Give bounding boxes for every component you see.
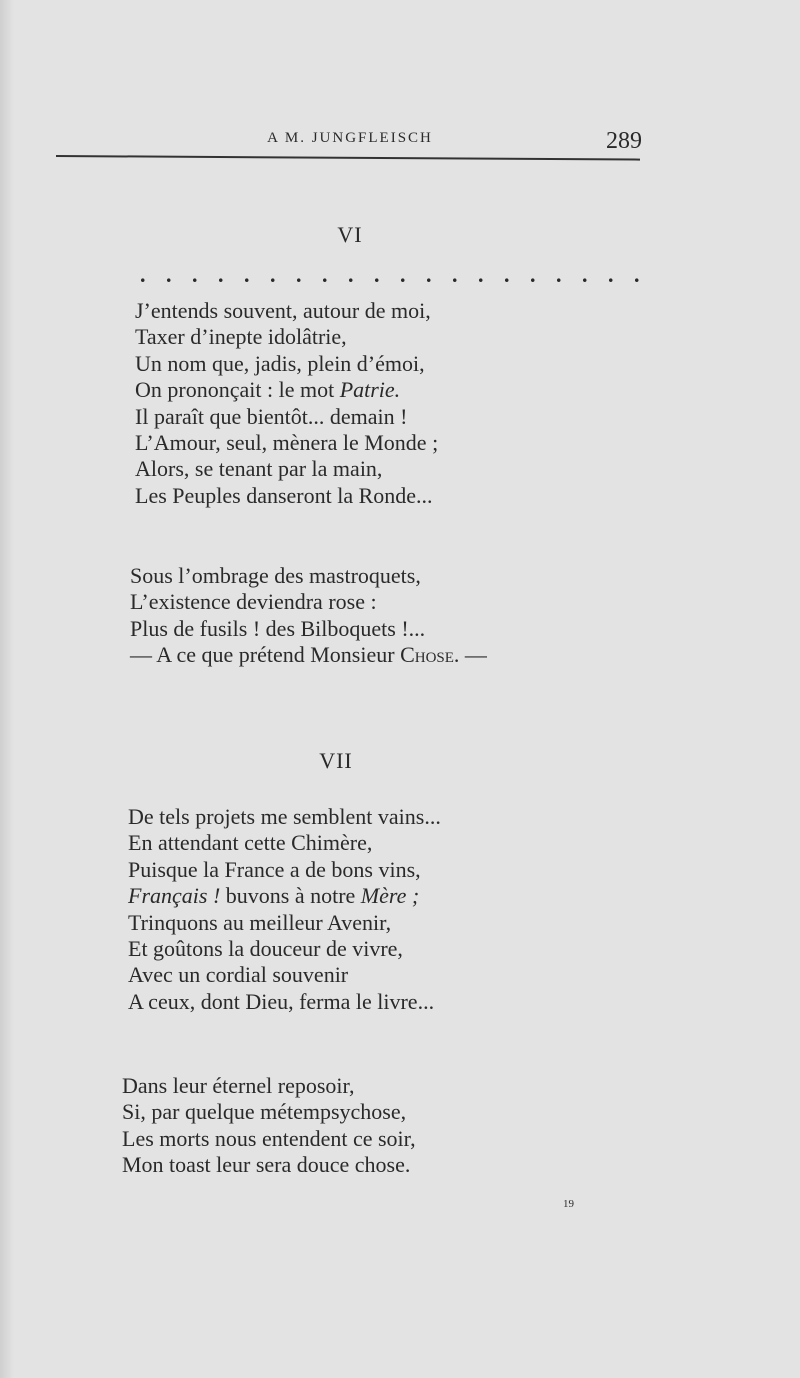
verse-line: Trinquons au meilleur Avenir, bbox=[128, 909, 392, 935]
verse-line: Sous l’ombrage des mastroquets, bbox=[130, 563, 421, 588]
verse-line: Il paraît que bientôt... demain ! bbox=[135, 403, 408, 429]
italic-word: Mère ; bbox=[360, 883, 420, 909]
verse-text: buvons à notre bbox=[220, 883, 361, 909]
verse-line: Les morts nous entendent ce soir, bbox=[122, 1125, 416, 1151]
verse-line: Dans leur éternel reposoir, bbox=[122, 1073, 355, 1098]
stanza-vi-2 bbox=[130, 563, 487, 669]
stanza-vii-2 bbox=[122, 1073, 416, 1179]
verse-text: — bbox=[459, 642, 487, 668]
stanza-vii-1 bbox=[128, 804, 441, 1015]
verse-line bbox=[130, 642, 487, 668]
verse-line: Et goûtons la douceur de vivre, bbox=[128, 936, 403, 962]
running-head: A M. JUNGFLEISCH bbox=[267, 130, 433, 146]
verse-line: Un nom que, jadis, plein d’émoi, bbox=[135, 350, 425, 376]
verse-line: En attendant cette Chimère, bbox=[128, 830, 373, 856]
italic-word: Français ! bbox=[128, 883, 221, 909]
verse-line bbox=[128, 883, 441, 909]
section-heading-vii: VII bbox=[319, 748, 353, 773]
page-edge-shadow bbox=[0, 0, 14, 1378]
verse-text: On prononçait : le mot bbox=[135, 377, 340, 403]
verse-line: L’Amour, seul, mènera le Monde ; bbox=[135, 430, 439, 456]
stanza-vi-1 bbox=[135, 298, 438, 509]
section-heading-vi: VI bbox=[337, 222, 363, 247]
verse-line: L’existence deviendra rose : bbox=[130, 589, 377, 615]
verse-line: A ceux, dont Dieu, ferma le livre... bbox=[128, 988, 435, 1014]
verse-line bbox=[135, 377, 438, 403]
verse-line: Taxer d’inepte idolâtrie, bbox=[135, 324, 347, 350]
verse-line: Si, par quelque métempsychose, bbox=[122, 1099, 407, 1125]
verse-line: Alors, se tenant par la main, bbox=[135, 456, 383, 482]
verse-line: Avec un cordial souvenir bbox=[128, 962, 349, 988]
verse-text: — A ce que prétend Monsieur bbox=[130, 642, 401, 668]
italic-word: Patrie. bbox=[339, 377, 401, 403]
page-number: 289 bbox=[606, 128, 642, 154]
ellipsis-row: . . . . . . . . . . . . . . . . . . . . bbox=[140, 262, 647, 287]
header-rule bbox=[56, 155, 640, 161]
verse-line: Puisque la France a de bons vins, bbox=[128, 856, 421, 882]
verse-line: Mon toast leur sera douce chose. bbox=[122, 1152, 411, 1178]
signature-mark: 19 bbox=[563, 1198, 574, 1210]
smallcaps-word: Chose. bbox=[400, 642, 460, 668]
verse-line: De tels projets me semblent vains... bbox=[128, 804, 441, 829]
verse-line: Plus de fusils ! des Bilboquets !... bbox=[130, 615, 426, 641]
verse-line: Les Peuples danseront la Ronde... bbox=[135, 482, 433, 508]
verse-line: J’entends souvent, autour de moi, bbox=[135, 298, 431, 323]
